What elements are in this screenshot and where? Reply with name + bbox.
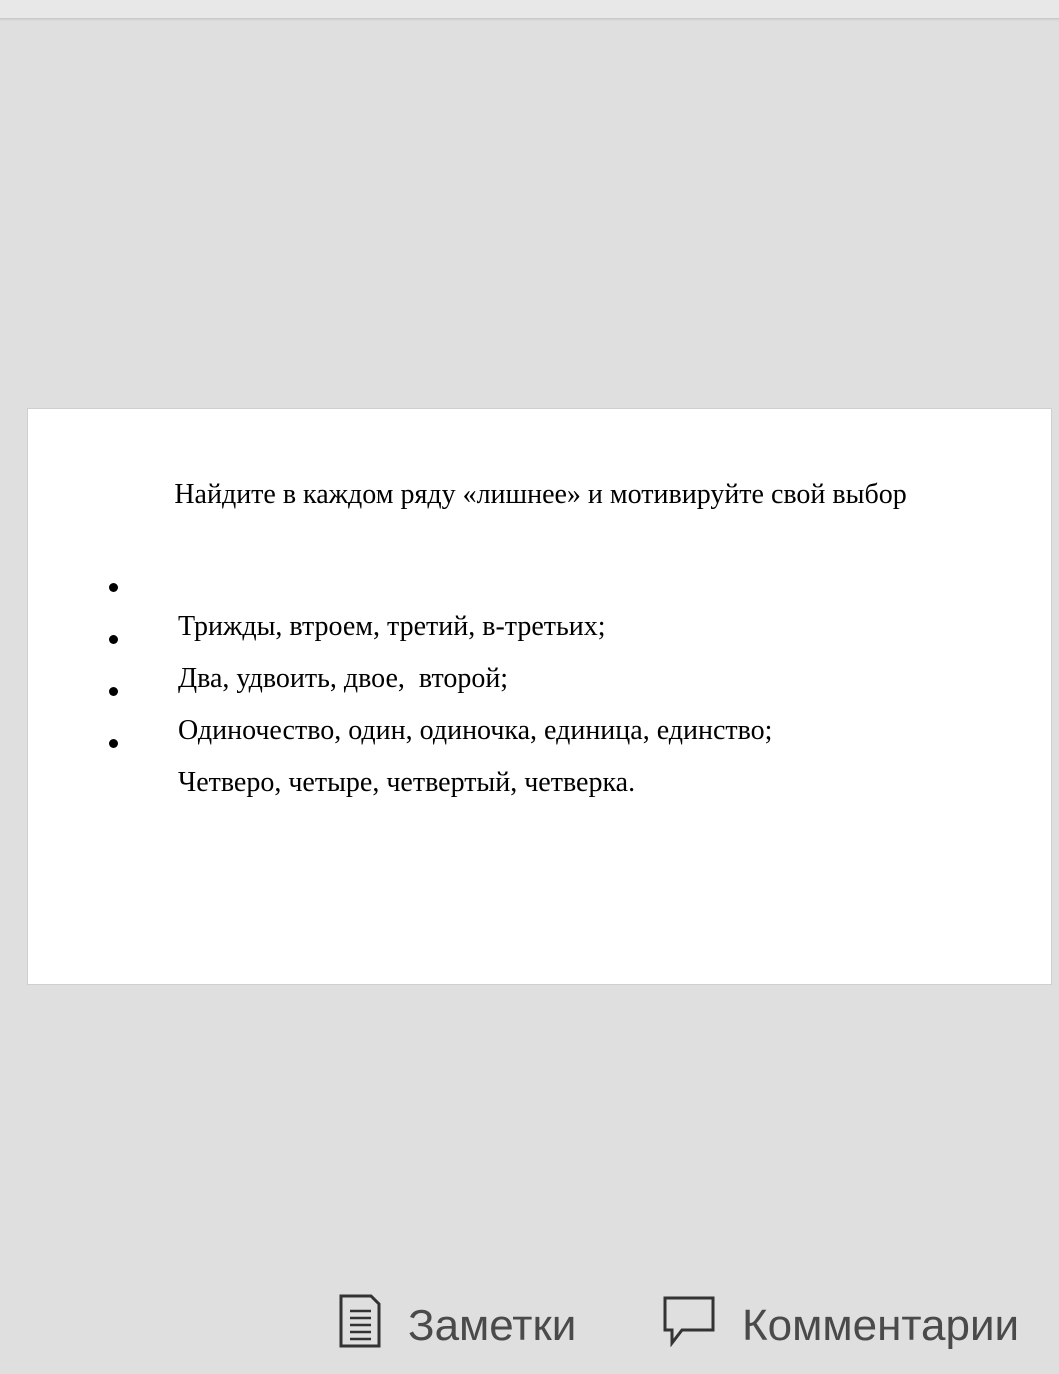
bullet-icon <box>109 583 118 592</box>
bullet-icon <box>109 635 118 644</box>
bottom-bar <box>0 1280 1059 1374</box>
top-toolbar <box>0 0 1059 19</box>
slide-canvas[interactable] <box>27 408 1052 985</box>
list-item <box>106 619 772 694</box>
list-item-text: Одиночество, один, одиночка, единица, единство; <box>178 715 773 746</box>
list-item-text: Четверо, четыре, четвертый, четверка. <box>178 767 636 798</box>
slide-title: Найдите в каждом ряду «лишнее» и мотивируйте свой выбор <box>174 479 907 510</box>
bullet-icon <box>109 739 118 748</box>
list-item <box>106 671 773 746</box>
comments-label: Комментарии <box>742 1301 1020 1350</box>
comments-button[interactable] <box>662 1294 1019 1358</box>
list-item <box>106 723 772 798</box>
notes-button[interactable] <box>338 1294 576 1358</box>
bullet-icon <box>109 687 118 696</box>
list-item-text: Трижды, втроем, третий, в-третьих; <box>178 611 606 642</box>
notes-label: Заметки <box>408 1301 577 1350</box>
notes-icon <box>338 1293 382 1360</box>
list-item-text: Два, удвоить, двое, второй; <box>178 663 509 694</box>
slide-bullet-list <box>106 567 773 798</box>
list-item <box>106 567 772 642</box>
comment-icon <box>662 1295 716 1358</box>
